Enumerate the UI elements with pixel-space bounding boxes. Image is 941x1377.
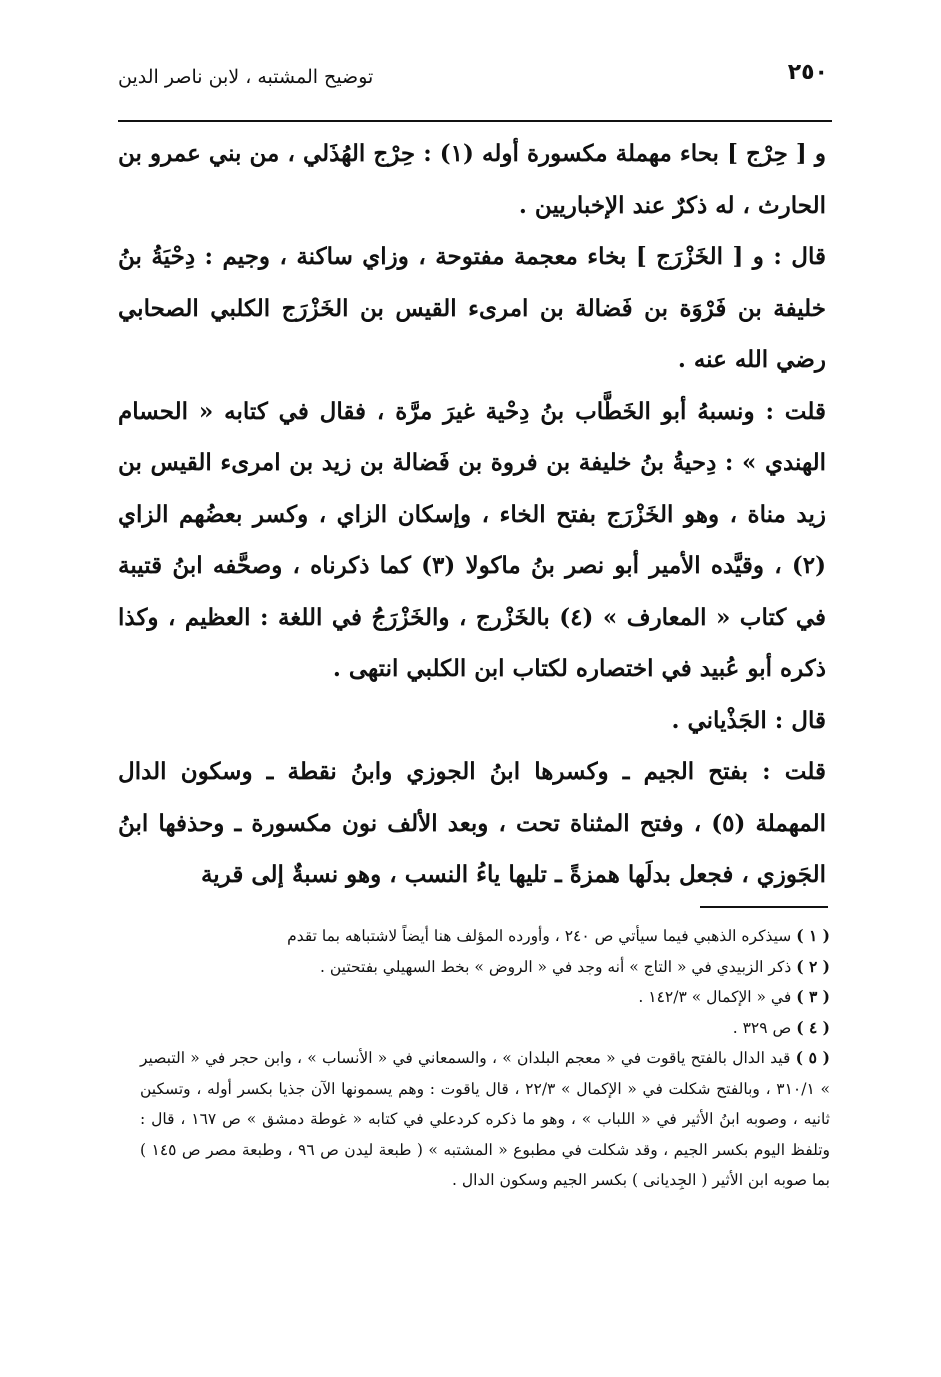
footnote-text: قيد الدال بالفتح ياقوت في « معجم البلدان » ، والسمعاني في « الأنساب » ، وابن حجر في « التبصير » ٣١٠/١ ، وبالفتح شكلت في « الإكمال » ٢٢/٣ ، قال ياقوت : وهم يسمونها الآن جذيا بكسر أوله ، وتسكين ثانيه ، وصوبه ابنُ الأثير في « اللباب » ، وهو ما ذكره كردعلي في كتابه « غوطة دمشق » ص ١٦٧ ، قال : وتلفظ اليوم بكسر الجيم ، وقد شكلت في مطبوع « المشتبه » ( طبعة ليدن ص ٩٦ ، وطبعة مصر ص ١٤٥ ) بما صوبه ابن الأثير ( الجِديانى ) بكسر الجيم وسكون الدال . bbox=[140, 1049, 830, 1189]
page-number: ٢٥٠ bbox=[787, 60, 828, 85]
paragraph: قال : الجَذْياني . bbox=[671, 706, 826, 734]
paragraph: قلت : ونسبهُ أبو الخَطَّاب بنُ دِحْية غيرَ مرَّة ، فقال في كتابه « الحسام الهندي » : دِحيةُ بنُ خليفة بن فروة بن فَضالة بن زيد بن امرىء القيس بن زيد مناة ، وهو الخَزْرَج بفتح الخاء ، وإسكان الزاي ، وكسر بعضُهم الزاي (٢) ، وقيَّده الأمير أبو نصر بنُ ماكولا (٣) كما ذكرناه ، وصحَّفه ابنُ قتيبة في كتاب « المعارف » (٤) بالخَزْرج ، والخَزْرَجُ في اللغة : العظيم ، وكذا ذكره أبو عُبيد في اختصاره لكتاب ابن الكلبي انتهى . bbox=[118, 397, 826, 682]
footnotes bbox=[140, 921, 830, 1196]
footnote-number: ( ١ ) bbox=[796, 926, 830, 945]
footnote-text: ذكر الزبيدي في « التاج » أنه وجد في « الروض » بخط السهيلي بفتحتين . bbox=[320, 957, 792, 976]
footnote bbox=[140, 921, 830, 952]
running-title: توضيح المشتبه ، لابن ناصر الدين bbox=[118, 66, 374, 88]
footnote-number: ( ٤ ) bbox=[796, 1017, 830, 1037]
footnote-number: ( ٣ ) bbox=[796, 987, 830, 1006]
paragraph: و [ حِرْج ] بحاء مهملة مكسورة أوله (١) : حِرْج الهُذَلي ، من بني عمرو بن الحارث ، له ذكرٌ عند الإخباريين . bbox=[118, 140, 826, 219]
footnote-text: سيذكره الذهبي فيما سيأتي ص ٢٤٠ ، وأورده المؤلف هنا أيضاً لاشتباهه بما تقدم bbox=[287, 927, 792, 945]
page-header bbox=[118, 58, 828, 114]
main-text bbox=[118, 128, 826, 901]
paragraph: قال : و [ الخَزْرَج ] بخاء معجمة مفتوحة ، وزاي ساكنة ، وجيم : دِحْيَةُ بنُ خليفة بن فَرْوَة بن فَضالة بن امرىء القيس بن الخَزْرَج الكلبي الصحابي رضي الله عنه . bbox=[118, 243, 826, 373]
footnote-text: في « الإكمال » ١٤٢/٣ . bbox=[638, 988, 792, 1006]
header-divider bbox=[118, 120, 832, 122]
footnote-number: ( ٥ ) bbox=[795, 1048, 830, 1067]
paragraph: قلت : بفتح الجيم ـ وكسرها ابنُ الجوزي وابنُ نقطة ـ وسكون الدال المهملة (٥) ، وفتح المثناة تحت ، وبعد الألف نون مكسورة ـ وحذفها ابنُ الجَوزي ، فجعل بدلَها همزةً ـ تليها ياءُ النسب ، وهو نسبةٌ إلى قرية bbox=[118, 758, 826, 888]
footnote bbox=[140, 982, 830, 1013]
footnote-number: ( ٢ ) bbox=[796, 956, 830, 976]
footnote bbox=[140, 952, 830, 983]
footnote bbox=[140, 1043, 830, 1196]
footnote bbox=[140, 1013, 830, 1044]
footnote-text: ص ٣٢٩ . bbox=[732, 1018, 792, 1037]
footnote-divider bbox=[700, 906, 828, 908]
